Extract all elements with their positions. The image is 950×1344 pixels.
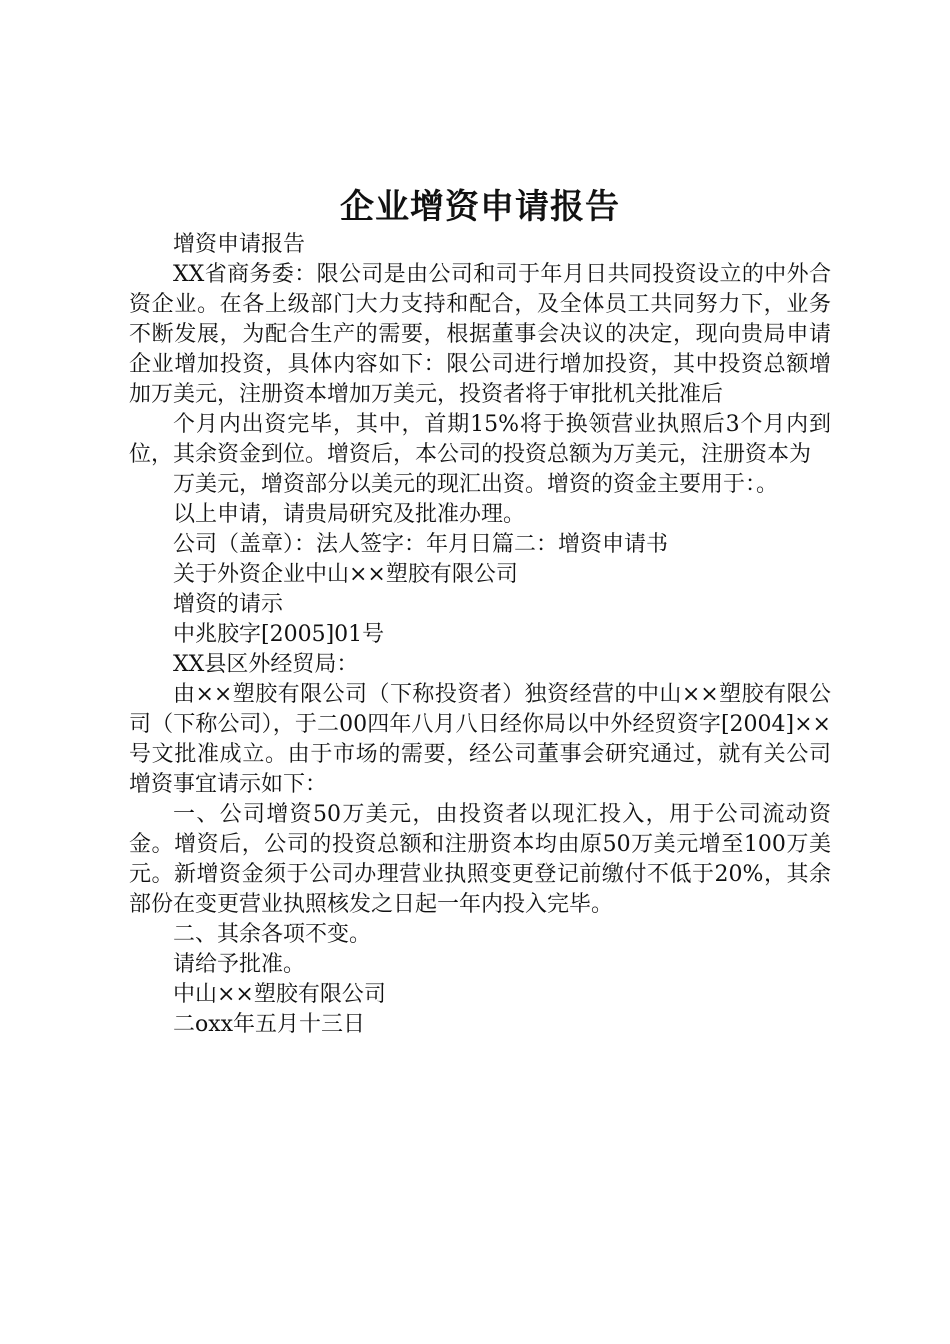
paragraph: 关于外资企业中山××塑胶有限公司 [173, 562, 518, 587]
paragraph: 增资的请示 [173, 592, 284, 617]
signature-date: 二oxx年五月十三日 [173, 1012, 366, 1037]
paragraph: 以上申请，请贵局研究及批准办理。 [173, 502, 526, 527]
document-number: 中兆胶字[2005]01号 [173, 622, 385, 647]
paragraph: 万美元，增资部分以美元的现汇出资。增资的资金主要用于：。 [173, 472, 779, 497]
document-body [129, 230, 831, 1040]
paragraph: 一、公司增资50万美元，由投资者以现汇投入，用于公司流动资金。增资后，公司的投资总额和注册资本均由原50万美元增至100万美元。新增资金须于公司办理营业执照变更登记前缴付不低于20%，其余部份在变更营业执照核发之日起一年内投入完毕。 [129, 802, 831, 917]
paragraph: XX省商务委：限公司是由公司和司于年月日共同投资设立的中外合资企业。在各上级部门大力支持和配合，及全体员工共同努力下，业务不断发展，为配合生产的需要，根据董事会决议的决定，现向贵局申请企业增加投资，具体内容如下：限公司进行增加投资，其中投资总额增加万美元，注册资本增加万美元，投资者将于审批机关批准后 [129, 262, 831, 407]
signature-company: 中山××塑胶有限公司 [173, 982, 386, 1007]
recipient: XX县区外经贸局： [173, 652, 359, 677]
paragraph: 个月内出资完毕，其中，首期15%将于换领营业执照后3个月内到位，其余资金到位。增资后，本公司的投资总额为万美元，注册资本为 [129, 412, 831, 467]
paragraph: 二、其余各项不变。 [173, 922, 372, 947]
paragraph: 公司（盖章）：法人签字：年月日篇二：增资申请书 [173, 532, 669, 557]
paragraph-heading: 增资申请报告 [173, 232, 306, 257]
document-title: 企业增资申请报告 [340, 187, 620, 227]
paragraph: 请给予批准。 [173, 952, 306, 977]
paragraph: 由××塑胶有限公司（下称投资者）独资经营的中山××塑胶有限公司（下称公司），于二00四年八月八日经你局以中外经贸资字[2004]××号文批准成立。由于市场的需要，经公司董事会研究通过，就有关公司增资事宜请示如下： [129, 682, 831, 797]
